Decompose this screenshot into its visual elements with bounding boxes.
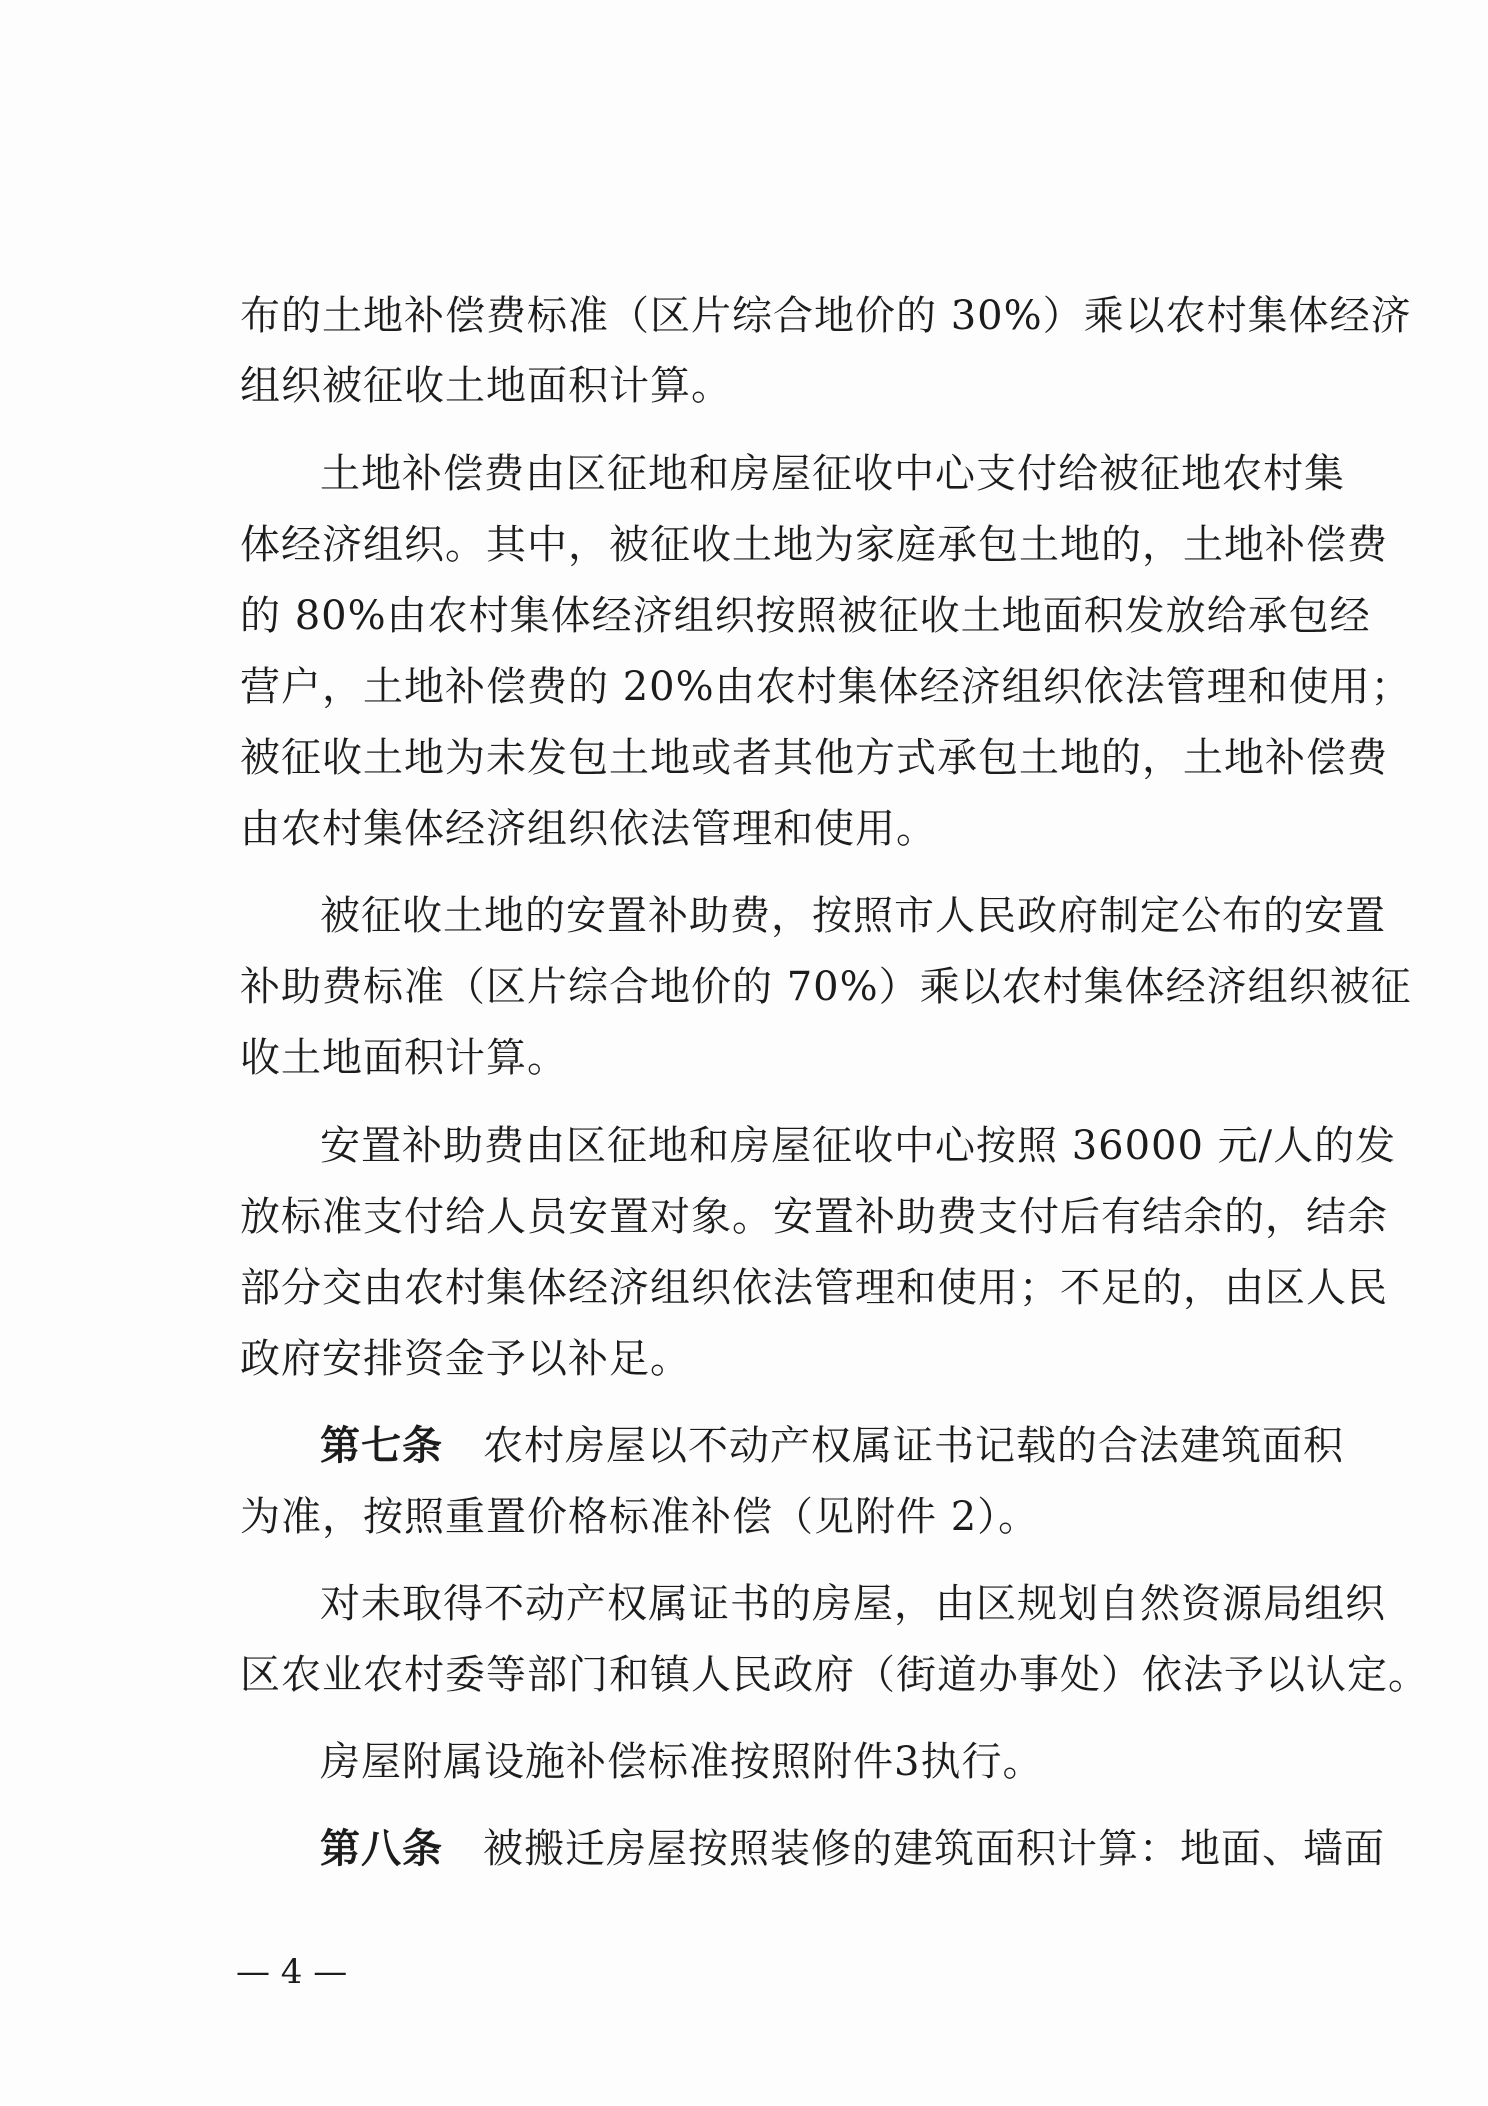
article-8-line [320,1819,1385,1879]
text-line: 区农业农村委等部门和镇人民政府（街道办事处）依法予以认定。 [240,1652,1429,1698]
text-line: 农村房屋以不动产权属证书记载的合法建筑面积 [483,1423,1344,1469]
text-line: 对未取得不动产权属证书的房屋，由区规划自然资源局组织 [320,1581,1386,1627]
text-line: 组织被征收土地面积计算。 [240,363,732,409]
text-line: 部分交由农村集体经济组织依法管理和使用；不足的，由区人民 [240,1265,1388,1311]
text-line: 被征收土地的安置补助费，按照市人民政府制定公布的安置 [320,893,1386,939]
text-line: 体经济组织。其中，被征收土地为家庭承包土地的，土地补偿费 [240,522,1388,568]
article-8-heading: 第八条 [320,1825,443,1872]
text-line: 房屋附属设施补偿标准按照附件3执行。 [320,1739,1044,1785]
text-line: 为准，按照重置价格标准补偿（见附件 2）。 [240,1494,1040,1540]
text-line: 的 80%由农村集体经济组织按照被征收土地面积发放给承包经 [240,593,1371,639]
text-line: 政府安排资金予以补足。 [240,1336,691,1382]
article-7-heading: 第七条 [320,1422,443,1469]
article-7-line [320,1416,1344,1476]
text-line: 营户，土地补偿费的 20%由农村集体经济组织依法管理和使用； [240,664,1412,710]
text-line: 安置补助费由区征地和房屋征收中心按照 36000 元/人的发 [320,1123,1397,1169]
text-line: 收土地面积计算。 [240,1035,568,1081]
text-line: 被搬迁房屋按照装修的建筑面积计算：地面、墙面 [483,1826,1385,1872]
text-line: 放标准支付给人员安置对象。安置补助费支付后有结余的，结余 [240,1194,1388,1240]
text-line: 土地补偿费由区征地和房屋征收中心支付给被征地农村集 [320,451,1345,497]
text-line: 补助费标准（区片综合地价的 70%）乘以农村集体经济组织被征 [240,964,1412,1010]
text-line: 布的土地补偿费标准（区片综合地价的 30%）乘以农村集体经济 [240,293,1412,339]
page-number: — 4 — [236,1952,348,1992]
text-line: 由农村集体经济组织依法管理和使用。 [240,806,937,852]
text-line: 被征收土地为未发包土地或者其他方式承包土地的，土地补偿费 [240,735,1388,781]
